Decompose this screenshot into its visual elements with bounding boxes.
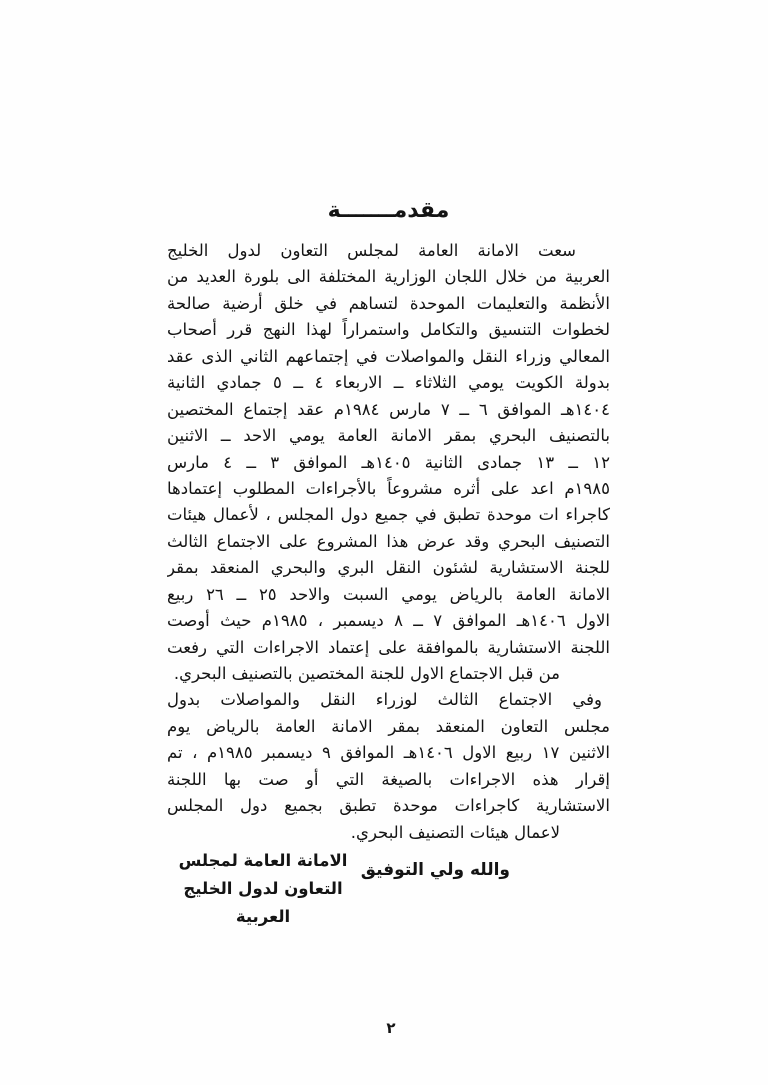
body-line: لاعمال هيئات التصنيف البحري. xyxy=(350,822,560,842)
body-line: مجلس التعاون المنعقد بمقر الامانة العامة بالرياض يوم xyxy=(167,716,610,736)
signature-line-2: التعاون لدول الخليج العربية xyxy=(183,879,343,926)
body-line: كاجراء ات موحدة تطبق في جميع دول المجلس ، لأعمال هيئات xyxy=(167,505,610,525)
body-line: إقرار هذه الاجراءات بالصيغة التي أو صت بها اللجنة xyxy=(167,769,610,789)
body-line: اللجنة الاستشارية بالموافقة على إعتماد الاجراءات التي رفعت xyxy=(167,637,610,657)
body-line: العربية من خلال اللجان الوزارية المختلفة الى بلورة العديد من xyxy=(167,267,610,287)
body-line: الاثنين ١٧ ربيع الاول ١٤٠٦هـ الموافق ٩ ديسمبر ١٩٨٥م ، تم xyxy=(167,743,610,763)
body-line: وفي الاجتماع الثالث لوزراء النقل والمواصلات بدول xyxy=(167,690,602,710)
body-line: من قبل الاجتماع الاول للجنة المختصين بالتصنيف البحري. xyxy=(173,664,560,683)
body-line: بدولة الكويت يومي الثلاثاء ــ الاربعاء ٤ ــ ٥ جمادي الثانية xyxy=(167,373,610,393)
page-title: مقدمـــــــة xyxy=(327,198,450,223)
closing-phrase: والله ولي التوفيق xyxy=(360,860,510,880)
body-line: ١٤٠٤هـ الموافق ٦ ــ ٧ مارس ١٩٨٤م عقد إجتماع المختصين xyxy=(167,399,610,419)
body-line: لخطوات التنسيق والتكامل واستمراراً لهذا النهج قرر أصحاب xyxy=(167,320,610,340)
body-line: المعالي وزراء النقل والمواصلات في إجتماعهم الثاني الذى عقد xyxy=(167,346,610,366)
body-text xyxy=(167,238,610,846)
page-number: ٢ xyxy=(386,1019,396,1037)
body-line: للجنة الاستشارية لشئون النقل البري والبحري المنعقد بمقر xyxy=(167,558,610,578)
body-line: الأنظمة والتعليمات الموحدة لتساهم في خلق أرضية صالحة xyxy=(167,293,610,313)
body-line: ١٩٨٥م اعد على أثره مشروعاً بالأجراءات المطلوب إعتمادها xyxy=(167,478,610,498)
body-line: التصنيف البحري وقد عرض هذا المشروع على الاجتماع الثالث xyxy=(167,531,610,551)
body-line: سعت الامانة العامة لمجلس التعاون لدول الخليج xyxy=(167,241,576,260)
body-line: الاول ١٤٠٦هـ الموافق ٧ ــ ٨ ديسمبر ، ١٩٨٥م حيث أوصت xyxy=(167,611,610,631)
body-line: ١٢ ــ ١٣ جمادى الثانية ١٤٠٥هـ الموافق ٣ ــ ٤ مارس xyxy=(167,452,610,472)
paragraph-2 xyxy=(167,687,610,846)
body-line: الامانة العامة بالرياض يومي السبت والاحد ٢٥ ــ ٢٦ ربيع xyxy=(167,584,610,604)
body-line: الاستشارية كاجراءات موحدة تطبق بجميع دول المجلس xyxy=(167,796,610,816)
paragraph-1 xyxy=(167,238,610,687)
signature-line-1: الامانة العامة لمجلس xyxy=(178,851,348,870)
body-line: بالتصنيف البحري بمقر الامانة العامة يومي الاحد ــ الاثنين xyxy=(167,426,610,446)
signature-block xyxy=(165,847,361,931)
